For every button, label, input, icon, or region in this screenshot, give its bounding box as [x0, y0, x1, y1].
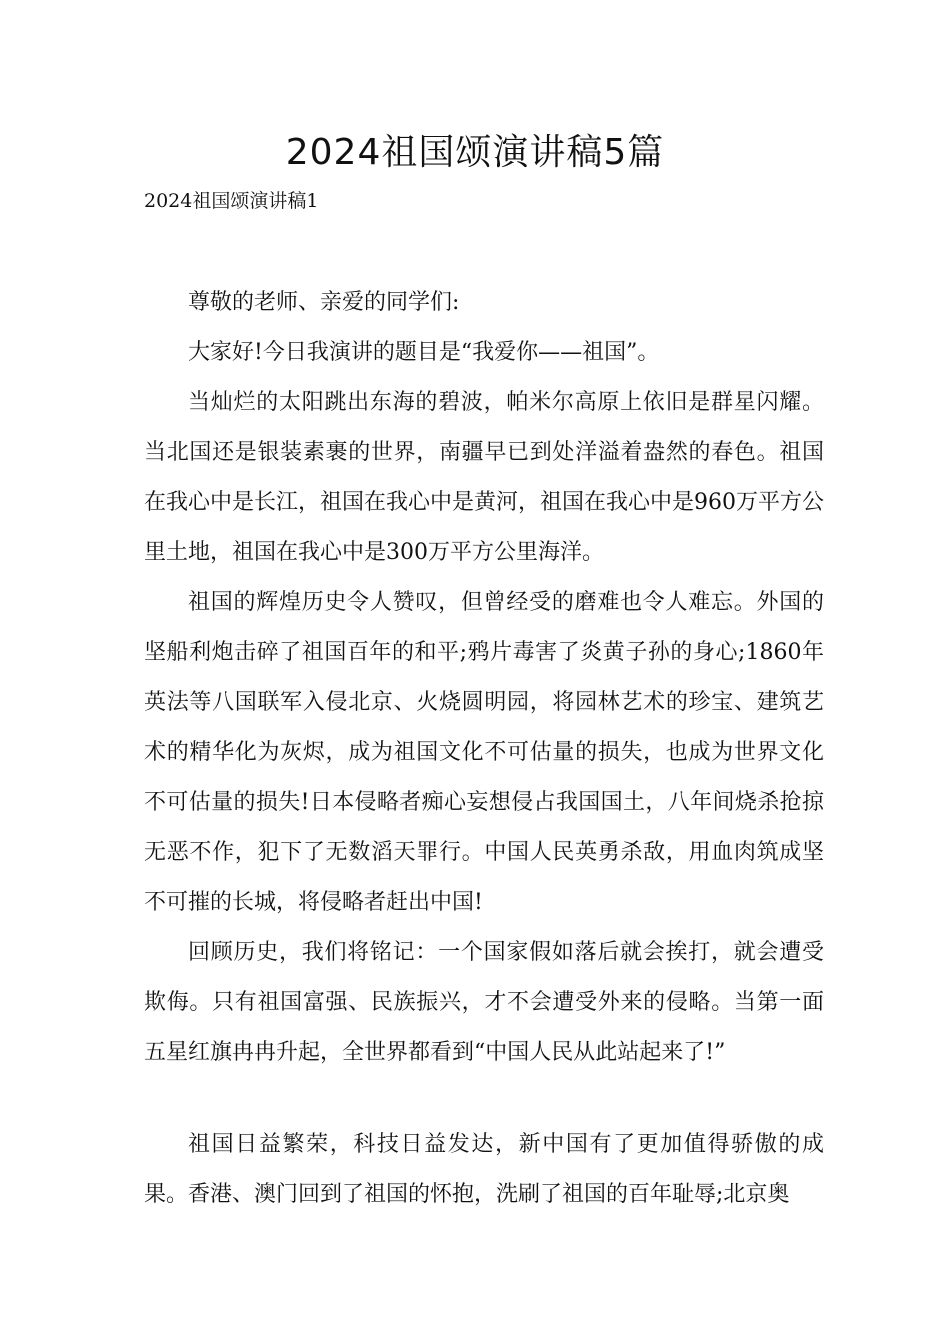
body-paragraph: 当灿烂的太阳跳出东海的碧波，帕米尔高原上依旧是群星闪耀。当北国还是银装素裹的世界，南疆早已到处洋溢着盎然的春色。祖国在我心中是长江，祖国在我心中是黄河，祖国在我心中是960万平方公里土地，祖国在我心中是300万平方公里海洋。 — [144, 390, 824, 565]
body-paragraph: 祖国日益繁荣，科技日益发达，新中国有了更加值得骄傲的成果。香港、澳门回到了祖国的怀抱，洗刷了祖国的百年耻辱;北京奥 — [144, 1132, 824, 1207]
intro-paragraph: 大家好!今日我演讲的题目是“我爱你——祖国”。 — [188, 340, 660, 365]
section-heading: 2024祖国颂演讲稿1 — [144, 190, 319, 212]
body-paragraph: 祖国的辉煌历史令人赞叹，但曾经受的磨难也令人难忘。外国的坚船利炮击碎了祖国百年的和平;鸦片毒害了炎黄子孙的身心;1860年英法等八国联军入侵北京、火烧圆明园，将园林艺术的珍宝、建筑艺术的精华化为灰烬，成为祖国文化不可估量的损失，也成为世界文化不可估量的损失!日本侵略者痴心妄想侵占我国国土，八年间烧杀抢掠无恶不作，犯下了无数滔天罪行。中国人民英勇杀敌，用血肉筑成坚不可摧的长城，将侵略者赶出中国! — [144, 590, 824, 915]
speech-body-part-2 — [144, 1120, 824, 1220]
speech-body-part-1 — [144, 278, 824, 1078]
body-paragraph: 回顾历史，我们将铭记：一个国家假如落后就会挨打，就会遭受欺侮。只有祖国富强、民族振兴，才不会遭受外来的侵略。当第一面五星红旗冉冉升起，全世界都看到“中国人民从此站起来了!” — [144, 940, 824, 1065]
greeting-paragraph: 尊敬的老师、亲爱的同学们: — [188, 290, 460, 315]
document-title: 2024祖国颂演讲稿5篇 — [285, 132, 665, 173]
